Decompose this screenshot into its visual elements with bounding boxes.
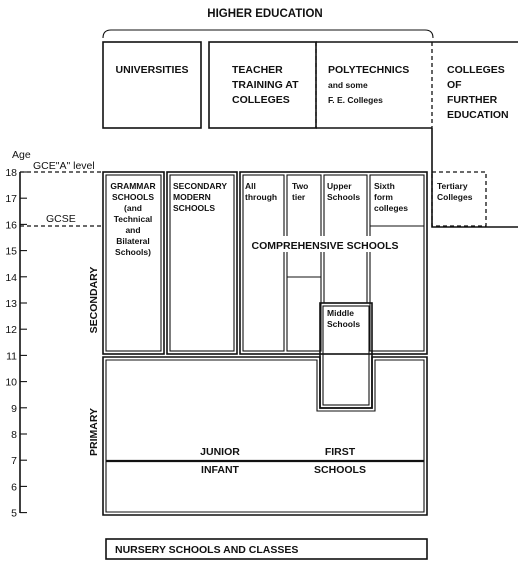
age-tick-label: 13 [5,298,17,310]
secondary-stage-label: SECONDARY [88,266,100,334]
age-ticks [5,167,27,520]
age-tick-label: 9 [11,402,17,415]
primary-stage-label: PRIMARY [88,407,100,457]
comprehensive-label: COMPREHENSIVE SCHOOLS [251,240,399,252]
grammar-line-6: Bilateral [116,236,150,246]
age-tick-label: 18 [5,167,17,179]
universities-label: UNIVERSITIES [115,64,189,76]
sixth-form-line-1: Sixth [374,181,395,191]
infant-label: INFANT [201,464,239,476]
modern-line-1: SECONDARY [173,181,227,191]
grammar-line-7: Schools) [115,247,151,257]
polytechnics-line-2: and some [328,80,368,90]
all-through-line-2: through [245,192,278,202]
age-tick-label: 6 [11,481,17,494]
schools-label: SCHOOLS [314,464,366,476]
two-tier-line-1: Two [292,181,309,191]
universities-box [103,42,201,128]
grammar-line-4: Technical [113,214,153,224]
sixth-form-line-2: form [374,192,393,202]
age-tick-label: 17 [5,193,17,206]
polytechnics-line-3: F. E. Colleges [328,95,383,105]
age-tick-label: 16 [5,219,17,232]
age-tick-label: 7 [11,455,17,468]
first-label: FIRST [324,446,356,458]
gcse-label: GCSE [46,213,76,225]
tertiary-line-2: Colleges [437,192,473,202]
age-tick-label: 15 [5,245,17,258]
colleges-fe-line-1: COLLEGES [447,64,505,76]
polytechnics-line-1: POLYTECHNICS [328,64,410,76]
grammar-line-1: GRAMMAR [110,181,156,191]
gce-a-level-label: GCE"A" level [33,160,95,172]
upper-line-1: Upper [327,181,352,191]
colleges-fe-line-4: EDUCATION [447,109,509,121]
grammar-line-2: SCHOOLS [111,192,155,202]
junior-label: JUNIOR [200,446,240,458]
sixth-form-line-3: colleges [374,203,409,213]
all-through-line-1: All [245,181,256,191]
age-tick-label: 5 [11,507,17,520]
age-tick-label: 14 [5,271,17,284]
two-tier-line-2: tier [292,192,306,202]
age-tick-label: 11 [6,350,17,363]
upper-line-2: Schools [327,192,361,202]
age-tick-label: 8 [11,429,17,441]
colleges-fe-line-3: FURTHER [447,94,498,106]
colleges-fe-line-2: OF [447,79,462,91]
age-axis-title: Age [12,149,31,161]
grammar-line-5: and [125,225,141,235]
age-tick-label: 10 [5,376,17,389]
tertiary-line-1: Tertiary [437,181,468,191]
teacher-training-line-3: COLLEGES [232,94,290,106]
grammar-line-3: (and [124,203,142,213]
primary-inner [106,360,424,512]
teacher-training-line-1: TEACHER [232,64,283,76]
modern-line-3: SCHOOLS [173,203,216,213]
middle-line-2: Schools [327,319,361,329]
teacher-training-line-2: TRAINING AT [232,79,299,91]
higher-education-title: HIGHER EDUCATION [207,8,323,20]
higher-education-bracket [103,30,433,38]
age-tick-label: 12 [5,324,17,337]
modern-line-2: MODERN [173,192,211,202]
primary-outer [103,357,427,515]
nursery-label: NURSERY SCHOOLS AND CLASSES [115,544,299,556]
middle-line-1: Middle [327,308,354,318]
